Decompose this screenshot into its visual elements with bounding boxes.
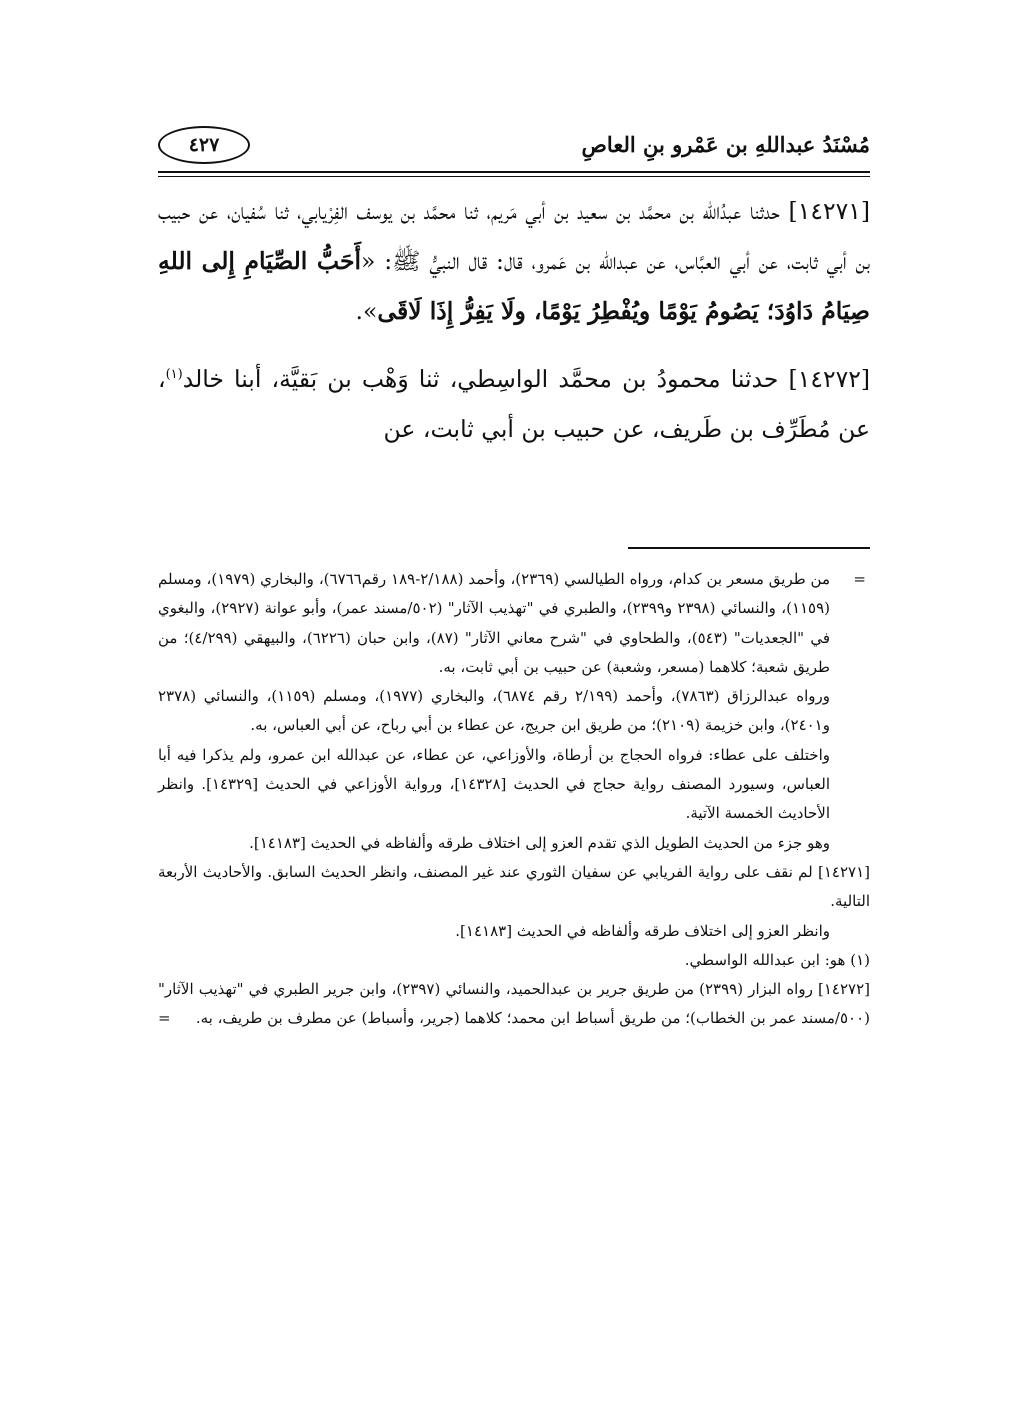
header-rule-thick [158,171,870,173]
footnote-separator [628,547,870,549]
page-header [158,118,870,174]
footnote-continuation-1-text: من طريق مسعر بن كدام، ورواه الطيالسي (٢٣٦٩)، وأحمد (٢/١٨٨-١٨٩ رقم٦٧٦٦)، والبخاري (١٩٧٩)، ومسلم (١١٥٩)، والنسائي (٢٣٩٨ و٢٣٩٩)، والطبري في "تهذيب الآثار" (٥٠٢/مسند عمر)، وأبو عوانة (٢٩٢٧)، والبغوي في "الجعديات" (٥٤٣)، والطحاوي في "شرح معاني الآثار" (٨٧)، وابن حبان (٦٢٢٦)، والبيهقي (٤/٢٩٩)؛ من طريق شعبة؛ كلاهما (مسعر، وشعبة) عن حبيب بن أبي ثابت، به. [158,570,831,676]
note-14271-b: وانظر العزو إلى اختلاف طرقه وألفاظه في الحديث [١٤١٨٣]. [455,921,830,940]
note-14271: [١٤٢٧١] لم نقف على رواية الفريابي عن سفيان الثوري عند غير المصنف، وانظر الحديث السابق. والأحاديث الأربعة التالية. [158,862,870,911]
footnote-1: (١) هو: ابن عبدالله الواسطي. [684,950,870,969]
hadith-14271-prophetic-text: أَحَبُّ الصِّيَامِ إِلى اللهِ صِيَامُ دَاوُدَ؛ يَصُومُ يَوْمًا ويُفْطِرُ يَوْمًا، ولَا يَفِرُّ إِذَا لَاقَى [158,247,870,325]
hadith-14272-rest: ، عن مُطَرِّف بن طَريف، عن حبيب بن أبي ثابت، عن [158,365,870,443]
footnote-ref-1: (١) [165,367,183,383]
main-text [158,186,870,454]
note-14272-text: [١٤٢٧٢] رواه البزار (٢٣٩٩) من طريق جرير بن عبدالحميد، والنسائي (٢٣٩٧)، وابن جرير الطبري في "تهذيب الآثار" (٥٠٠/مسند عمر بن الخطاب)؛ من طريق أسباط ابن محمد؛ كلاهما (جرير، وأسباط) عن مطرف بن طريف، به. [158,980,870,1028]
hadith-14272 [158,354,870,454]
footnote-continuation-4: وهو جزء من الحديث الطويل الذي تقدم العزو إلى اختلاف طرقه وألفاظه في الحديث [١٤١٨٣]. [249,833,830,852]
continues-marker: = [158,1009,171,1028]
continuation-marker: = [853,570,866,588]
footnote-continuation-2: ورواه عبدالرزاق (٧٨٦٣)، وأحمد (٢/١٩٩ رقم ٦٨٧٤)، والبخاري (١٩٧٧)، ومسلم (١١٥٩)، والنسائي (٢٣٧٨ و٢٤٠١)، وابن خزيمة (٢١٠٩)؛ من طريق ابن جريج، عن عطاء بن أبي رباح، عن أبي العباس، به. [158,687,831,735]
running-title: مُسْنَدُ عبداللهِ بن عَمْرو بنِ العاصِ [581,132,870,157]
header-rule-thin [158,176,870,177]
hadith-14271-closing: ». [355,297,378,325]
note-14272 [158,975,870,1034]
hadith-14271-isnad: [١٤٢٧١] حدثنا عبدُالله بن محمَّد بن سعيد بن أبي مَريم، ثنا محمَّد بن يوسف الفِرْيابي، ثنا سُفيان، عن حبيب بن أبي ثابت، عن أبي العبَّاس، عن عبدالله بن عَمرو، قال: قال النبيُّ ﷺ: « [158,197,871,275]
page-number-badge: ٤٢٧ [158,126,250,164]
footnote-continuation-1 [158,565,870,682]
hadith-14271 [158,186,870,336]
footnotes [158,565,870,1034]
hadith-14272-isnad: [١٤٢٧٢] حدثنا محمودُ بن محمَّد الواسِطي، ثنا وَهْب بن بَقيَّة، أبنا خالد [182,365,870,393]
footnote-continuation-3: واختلف على عطاء: فرواه الحجاج بن أرطاة، والأوزاعي، عن عطاء، عن عبدالله ابن عمرو، ولم يذكرا فيه أبا العباس، وسيورد المصنف رواية حجاج في الحديث [١٤٣٢٨]، ورواية الأوزاعي في الحديث [١٤٣٢٩]. وانظر الأحاديث الخمسة الآتية. [158,745,830,823]
